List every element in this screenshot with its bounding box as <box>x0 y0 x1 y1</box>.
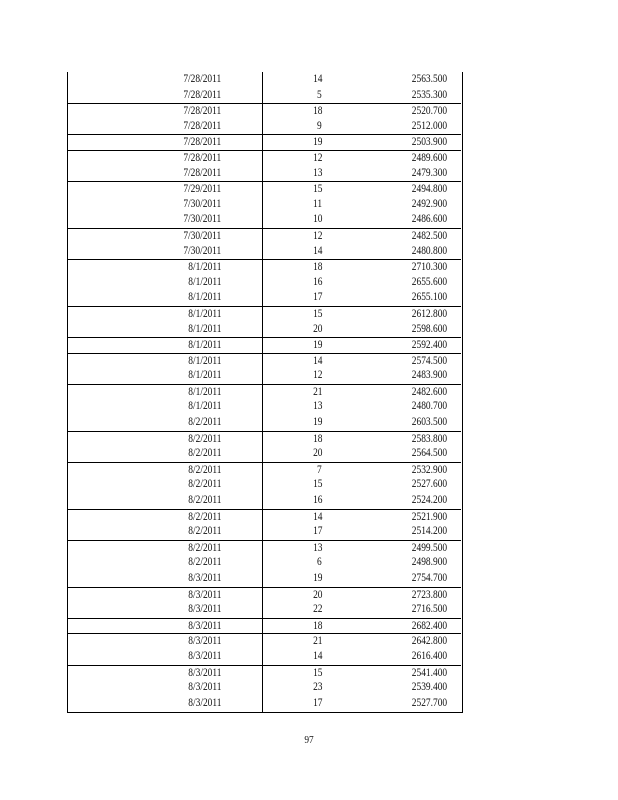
hour-cell: 14 <box>312 354 322 367</box>
table-row <box>68 509 461 525</box>
value-cell: 2539.400 <box>411 681 447 694</box>
date-cell: 8/3/2011 <box>187 696 221 709</box>
table-row <box>68 384 461 400</box>
hour-cell: 13 <box>312 166 322 179</box>
hour-cell: 12 <box>312 229 322 242</box>
hour-cell: 10 <box>312 213 322 226</box>
hour-cell: 19 <box>312 339 322 352</box>
value-cell: 2482.500 <box>411 229 447 242</box>
value-cell: 2480.700 <box>411 400 447 413</box>
hour-cell: 12 <box>312 151 322 164</box>
table-row <box>68 197 461 213</box>
table-row <box>68 353 461 369</box>
value-cell: 2603.500 <box>411 416 447 429</box>
hour-cell: 14 <box>312 73 322 85</box>
value-cell: 2503.900 <box>411 136 447 149</box>
date-cell: 8/1/2011 <box>187 322 221 335</box>
value-cell: 2494.800 <box>411 183 447 196</box>
table-row <box>68 462 461 478</box>
date-cell: 7/30/2011 <box>183 244 221 257</box>
date-cell: 8/3/2011 <box>187 572 221 584</box>
date-cell: 7/28/2011 <box>183 151 221 164</box>
table-row <box>68 399 461 415</box>
value-cell: 2541.400 <box>411 666 447 679</box>
hour-cell: 17 <box>312 291 322 304</box>
date-cell: 8/1/2011 <box>187 307 221 320</box>
value-cell: 2564.500 <box>411 447 447 460</box>
hour-cell: 7 <box>317 463 322 476</box>
hour-cell: 17 <box>312 525 322 538</box>
date-cell: 8/2/2011 <box>187 556 221 569</box>
value-cell: 2527.700 <box>411 696 447 709</box>
hour-cell: 18 <box>312 105 322 118</box>
date-cell: 8/2/2011 <box>187 447 221 460</box>
table-row <box>68 119 461 135</box>
table-row <box>68 555 461 571</box>
value-cell: 2512.000 <box>411 119 447 132</box>
table-row <box>68 72 461 88</box>
hour-cell: 5 <box>317 88 322 101</box>
table-row <box>68 150 461 166</box>
table-row <box>68 290 461 306</box>
hour-cell: 9 <box>317 119 322 132</box>
table-row <box>68 540 461 556</box>
value-cell: 2710.300 <box>411 261 447 274</box>
date-cell: 7/28/2011 <box>183 166 221 179</box>
date-cell: 8/2/2011 <box>187 432 221 445</box>
hour-cell: 21 <box>312 385 322 398</box>
table-row <box>68 259 461 275</box>
value-cell: 2616.400 <box>411 649 447 662</box>
date-cell: 8/1/2011 <box>187 400 221 413</box>
value-cell: 2483.900 <box>411 369 447 382</box>
value-cell: 2489.600 <box>411 151 447 164</box>
value-cell: 2479.300 <box>411 166 447 179</box>
table-row <box>68 446 461 462</box>
table-row <box>68 228 461 244</box>
hour-cell: 13 <box>312 400 322 413</box>
value-cell: 2535.300 <box>411 88 447 101</box>
value-cell: 2583.800 <box>411 432 447 445</box>
date-cell: 8/2/2011 <box>187 463 221 476</box>
date-cell: 8/1/2011 <box>187 385 221 398</box>
hour-cell: 22 <box>312 603 322 616</box>
value-cell: 2723.800 <box>411 588 447 601</box>
table-row <box>68 665 461 681</box>
hour-cell: 19 <box>312 572 322 584</box>
table-row <box>68 181 461 197</box>
date-cell: 8/3/2011 <box>187 619 221 632</box>
date-cell: 8/2/2011 <box>187 416 221 429</box>
date-cell: 8/1/2011 <box>187 275 221 288</box>
hour-cell: 11 <box>312 197 322 210</box>
date-cell: 7/30/2011 <box>183 197 221 210</box>
value-cell: 2563.500 <box>411 73 447 85</box>
table-row <box>68 618 461 634</box>
date-cell: 7/30/2011 <box>183 213 221 226</box>
hour-cell: 21 <box>312 635 322 648</box>
data-table <box>68 72 461 711</box>
table-row <box>68 103 461 119</box>
table-row <box>68 275 461 291</box>
value-cell: 2655.600 <box>411 275 447 288</box>
date-cell: 8/3/2011 <box>187 603 221 616</box>
date-cell: 8/2/2011 <box>187 541 221 554</box>
hour-cell: 15 <box>312 478 322 491</box>
value-cell: 2480.800 <box>411 244 447 257</box>
date-cell: 8/2/2011 <box>187 510 221 523</box>
table-row <box>68 602 461 618</box>
value-cell: 2642.800 <box>411 635 447 648</box>
hour-cell: 6 <box>317 556 322 569</box>
value-cell: 2682.400 <box>411 619 447 632</box>
date-cell: 7/28/2011 <box>183 88 221 101</box>
date-cell: 8/2/2011 <box>187 494 221 507</box>
date-cell: 8/1/2011 <box>187 369 221 382</box>
value-cell: 2716.500 <box>411 603 447 616</box>
hour-cell: 14 <box>312 510 322 523</box>
date-cell: 7/28/2011 <box>183 73 221 85</box>
value-cell: 2514.200 <box>411 525 447 538</box>
hour-cell: 16 <box>312 275 322 288</box>
table-row <box>68 587 461 603</box>
table-row <box>68 88 461 104</box>
date-cell: 8/1/2011 <box>187 261 221 274</box>
value-cell: 2592.400 <box>411 339 447 352</box>
page-number: 97 <box>304 734 314 746</box>
table-row <box>68 368 461 384</box>
date-cell: 7/29/2011 <box>183 183 221 196</box>
table-row <box>68 212 461 228</box>
table-row <box>68 649 461 665</box>
hour-cell: 14 <box>312 649 322 662</box>
value-cell: 2482.600 <box>411 385 447 398</box>
hour-cell: 23 <box>312 681 322 694</box>
table-row <box>68 244 461 260</box>
date-cell: 8/1/2011 <box>187 354 221 367</box>
table-row <box>68 337 461 353</box>
hour-cell: 17 <box>312 696 322 709</box>
hour-cell: 16 <box>312 494 322 507</box>
hour-cell: 15 <box>312 183 322 196</box>
date-cell: 8/3/2011 <box>187 681 221 694</box>
date-cell: 8/3/2011 <box>187 635 221 648</box>
value-cell: 2612.800 <box>411 307 447 320</box>
value-cell: 2598.600 <box>411 322 447 335</box>
hour-cell: 18 <box>312 432 322 445</box>
date-cell: 8/3/2011 <box>187 588 221 601</box>
value-cell: 2492.900 <box>411 197 447 210</box>
date-cell: 7/28/2011 <box>183 136 221 149</box>
value-cell: 2574.500 <box>411 354 447 367</box>
table-row <box>68 524 461 540</box>
hour-cell: 20 <box>312 588 322 601</box>
date-cell: 7/30/2011 <box>183 229 221 242</box>
table-row <box>68 415 461 431</box>
hour-cell: 14 <box>312 244 322 257</box>
hour-cell: 13 <box>312 541 322 554</box>
hour-cell: 15 <box>312 666 322 679</box>
hour-cell: 15 <box>312 307 322 320</box>
hour-cell: 12 <box>312 369 322 382</box>
hour-cell: 20 <box>312 447 322 460</box>
date-cell: 8/1/2011 <box>187 291 221 304</box>
value-cell: 2486.600 <box>411 213 447 226</box>
table-row <box>68 680 461 696</box>
date-cell: 8/3/2011 <box>187 666 221 679</box>
value-cell: 2520.700 <box>411 105 447 118</box>
date-cell: 7/28/2011 <box>183 105 221 118</box>
date-cell: 7/28/2011 <box>183 119 221 132</box>
hour-cell: 19 <box>312 136 322 149</box>
value-cell: 2499.500 <box>411 541 447 554</box>
hour-cell: 20 <box>312 322 322 335</box>
date-cell: 8/1/2011 <box>187 339 221 352</box>
hour-cell: 19 <box>312 416 322 429</box>
value-cell: 2527.600 <box>411 478 447 491</box>
table-row <box>68 431 461 447</box>
value-cell: 2532.900 <box>411 463 447 476</box>
table-row <box>68 633 461 649</box>
value-cell: 2754.700 <box>411 572 447 584</box>
table-row <box>68 134 461 150</box>
table-row <box>68 166 461 182</box>
value-cell: 2524.200 <box>411 494 447 507</box>
table-row <box>68 571 461 587</box>
value-cell: 2498.900 <box>411 556 447 569</box>
table-row <box>68 477 461 493</box>
table-row <box>68 322 461 338</box>
table-row <box>68 306 461 322</box>
hour-cell: 18 <box>312 619 322 632</box>
table-row <box>68 696 461 712</box>
date-cell: 8/2/2011 <box>187 478 221 491</box>
value-cell: 2655.100 <box>411 291 447 304</box>
date-cell: 8/3/2011 <box>187 649 221 662</box>
table-row <box>68 493 461 509</box>
date-cell: 8/2/2011 <box>187 525 221 538</box>
value-cell: 2521.900 <box>411 510 447 523</box>
hour-cell: 18 <box>312 261 322 274</box>
